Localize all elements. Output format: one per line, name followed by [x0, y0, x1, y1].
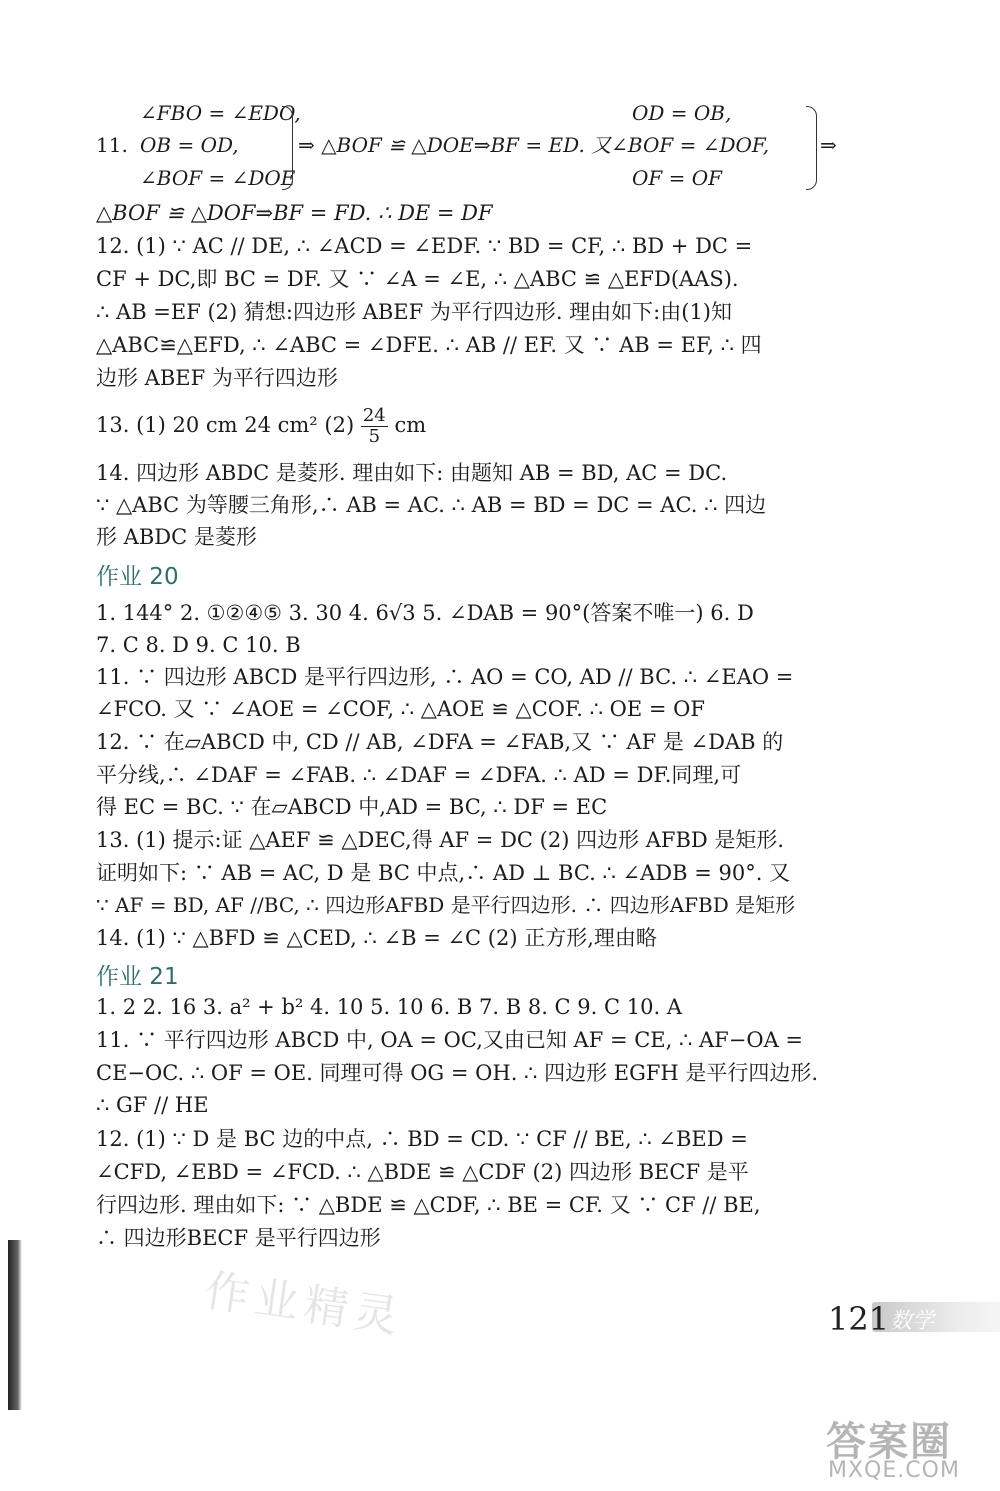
- q11-right-brace: [806, 106, 817, 190]
- q11-arrow: ⇒: [820, 133, 837, 157]
- section-21-line: 行四边形. 理由如下: ∵ △BDE ≌ △CDF, ∴ BE = CF. 又 ∵ CF // BE,: [96, 1193, 761, 1217]
- q13-fraction-denominator: 5: [368, 426, 381, 447]
- section-21-line: ∠CFD, ∠EBD = ∠FCD. ∴ △BDE ≌ △CDF (2) 四边形 BECF 是平: [96, 1160, 749, 1184]
- body-line: ∴ AB =EF (2) 猜想:四边形 ABEF 为平行四边形. 理由如下:由(1)知: [96, 300, 732, 324]
- section-20-line: 平分线,∴ ∠DAF = ∠FAB. ∴ ∠DAF = ∠DFA. ∴ AD = DF.同理,可: [96, 763, 742, 787]
- q11-number: 11.: [96, 133, 128, 157]
- section-21-line: CE−OC. ∴ OF = OE. 同理可得 OG = OH. ∴ 四边形 EGFH 是平行四边形.: [96, 1061, 819, 1085]
- q14-line: ∵ △ABC 为等腰三角形,∴ AB = AC. ∴ AB = BD = DC = AC. ∴ 四边: [96, 493, 767, 517]
- body-line: 边形 ABEF 为平行四边形: [96, 366, 338, 390]
- body-line: CF + DC,即 BC = DF. 又 ∵ ∠A = ∠E, ∴ △ABC ≌ △EFD(AAS).: [96, 267, 739, 291]
- q14-line: 形 ABDC 是菱形: [96, 525, 257, 549]
- q11-right-line-1: OD = OB,: [632, 101, 732, 125]
- section-21-heading: 作业 21: [96, 964, 179, 990]
- page-edge-shadow: [8, 1240, 22, 1410]
- section-20-line: 11. ∵ 四边形 ABCD 是平行四边形, ∴ AO = CO, AD // BC. ∴ ∠EAO =: [96, 665, 794, 689]
- q11-right-line-2: OF = OF: [632, 166, 723, 190]
- page-number: 121: [828, 1300, 890, 1338]
- section-21-line: 12. (1) ∵ D 是 BC 边的中点, ∴ BD = CD. ∵ CF // BE, ∴ ∠BED =: [96, 1127, 748, 1151]
- section-21-line: ∴ GF // HE: [96, 1093, 209, 1117]
- q13-fraction-numerator: 24: [362, 405, 386, 426]
- site-logo-url: MXQE.COM: [828, 1458, 960, 1483]
- q13-suffix: cm: [394, 413, 427, 437]
- section-21-line: 11. ∵ 平行四边形 ABCD 中, OA = OC,又由已知 AF = CE, ∴ AF−OA =: [96, 1028, 804, 1052]
- q11-left-line-1: ∠FBO = ∠EDO,: [140, 101, 301, 125]
- section-20-line: 12. ∵ 在▱ABCD 中, CD // AB, ∠DFA = ∠FAB,又 ∵ AF 是 ∠DAB 的: [96, 730, 784, 754]
- q13-prefix: 13. (1) 20 cm 24 cm² (2): [96, 413, 355, 437]
- watermark-text: 作业精灵: [201, 1265, 407, 1344]
- subject-tag-label: 数学: [890, 1309, 935, 1334]
- section-20-line: 证明如下: ∵ AB = AC, D 是 BC 中点,∴ AD ⊥ BC. ∴ ∠ADB = 90°. 又: [96, 861, 791, 885]
- body-line: △ABC≌△EFD, ∴ ∠ABC = ∠DFE. ∴ AB // EF. 又 ∵ AB = EF, ∴ 四: [96, 333, 762, 357]
- section-20-line: 14. (1) ∵ △BFD ≌ △CED, ∴ ∠B = ∠C (2) 正方形,理由略: [96, 926, 657, 950]
- body-line: △BOF ≌ △DOF⇒BF = FD. ∴ DE = DF: [96, 201, 493, 225]
- q11-left-brace: [282, 106, 293, 190]
- q11-left-line-2: OB = OD,: [140, 133, 239, 157]
- section-20-line: ∠FCO. 又 ∵ ∠AOE = ∠COF, ∴ △AOE ≌ △COF. ∴ OE = OF: [96, 697, 705, 721]
- site-logo-main: 答案圈: [826, 1419, 952, 1465]
- section-20-line: 7. C 8. D 9. C 10. B: [96, 633, 301, 657]
- q14-line: 14. 四边形 ABDC 是菱形. 理由如下: 由题知 AB = BD, AC = DC.: [96, 461, 728, 485]
- section-21-line: 1. 2 2. 16 3. a² + b² 4. 10 5. 10 6. B 7. B 8. C 9. C 10. A: [96, 995, 682, 1019]
- section-20-line: 得 EC = BC. ∵ 在▱ABCD 中,AD = BC, ∴ DF = EC: [96, 795, 608, 819]
- section-20-heading: 作业 20: [96, 564, 179, 590]
- q11-middle: ⇒ △BOF ≌ △DOE⇒BF = ED. 又∠BOF = ∠DOF,: [298, 133, 770, 157]
- section-20-line: 1. 144° 2. ①②④⑤ 3. 30 4. 6√3 5. ∠DAB = 90°(答案不唯一) 6. D: [96, 601, 754, 625]
- q11-left-line-3: ∠BOF = ∠DOE: [140, 166, 296, 190]
- subject-tag: [872, 1302, 1000, 1332]
- section-20-line: ∵ AF = BD, AF //BC, ∴ 四边形AFBD 是平行四边形. ∴ 四边形AFBD 是矩形: [96, 893, 796, 917]
- site-logo: [826, 1410, 996, 1485]
- section-20-line: 13. (1) 提示:证 △AEF ≌ △DEC,得 AF = DC (2) 四边形 AFBD 是矩形.: [96, 828, 785, 852]
- section-21-line: ∴ 四边形BECF 是平行四边形: [96, 1226, 381, 1250]
- q13-line: [96, 405, 856, 445]
- q13-fraction: [361, 406, 388, 447]
- body-line: 12. (1) ∵ AC // DE, ∴ ∠ACD = ∠EDF. ∵ BD = CF, ∴ BD + DC =: [96, 234, 753, 258]
